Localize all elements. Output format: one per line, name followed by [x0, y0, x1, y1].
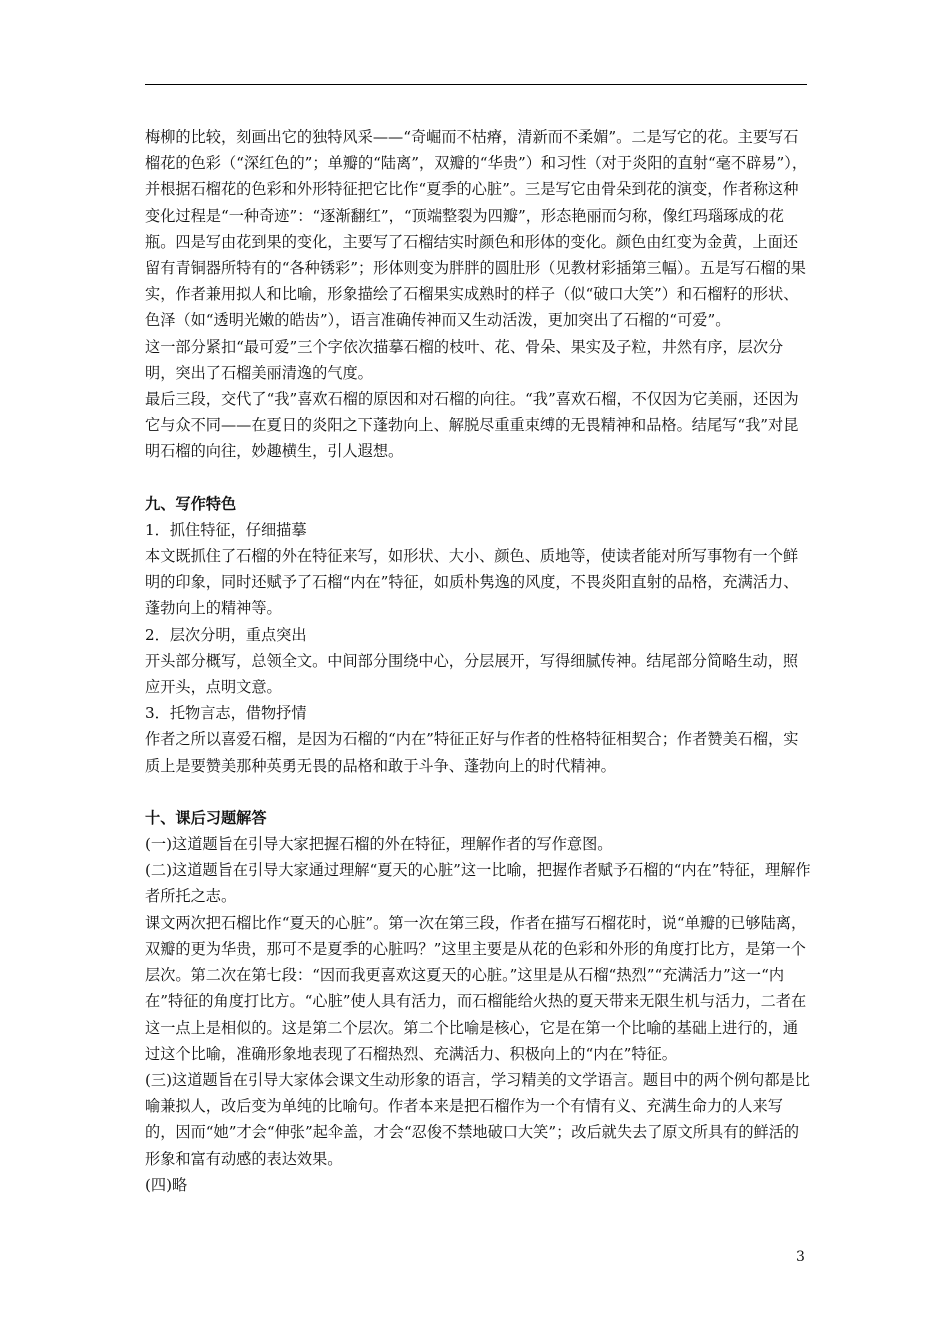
answer-item: (四)略 — [145, 1175, 188, 1194]
answer-item: (一)这道题旨在引导大家把握石榴的外在特征，理解作者的写作意图。 — [145, 835, 613, 854]
subheading: 1．抓住特征，仔细描摹 — [145, 520, 307, 539]
subheading: 3．托物言志，借物抒情 — [145, 704, 307, 723]
body-paragraph: 本文既抓住了石榴的外在特征来写，如形状、大小、颜色、质地等，使读者能对所写事物有一个鲜明的印象，同时还赋予了石榴“内在”特征，如质朴隽逸的风度，不畏炎阳直射的品格，充满活力、蓬勃向上的精神等。 — [145, 547, 799, 618]
body-paragraph: 梅柳的比较，刻画出它的独特风采——“奇崛而不枯瘠，清新而不柔媚”。二是写它的花。主要写石榴花的色彩（“深红色的”；单瓣的“陆离”，双瓣的“华贵”）和习性（对于炎阳的直射“毫不辟易”），并根据石榴花的色彩和外形特征把它比作“夏季的心脏”。三是写它由骨朵到花的演变，作者称这种变化过程是“一种奇迹”：“逐渐翻红”，“顶端整裂为四瓣”，形态艳丽而匀称，像红玛瑙琢成的花瓶。四是写由花到果的变化，主要写了石榴结实时颜色和形体的变化。颜色由红变为金黄，上面还留有青铜器所特有的“各种锈彩”；形体则变为胖胖的圆肚形（见教材彩插第三幅）。五是写石榴的果实，作者兼用拟人和比喻，形象描绘了石榴果实成熟时的样子（似“破口大笑”）和石榴籽的形状、色泽（如“透明光嫩的皓齿”），语言准确传神而又生动活泼，更加突出了石榴的“可爱”。 — [145, 128, 808, 330]
section-heading-writing-features: 九、写作特色 — [145, 494, 237, 513]
subheading: 2．层次分明，重点突出 — [145, 625, 307, 644]
body-paragraph: 这一部分紧扣“最可爱”三个字依次描摹石榴的枝叶、花、骨朵、果实及子粒，井然有序，层次分明，突出了石榴美丽清逸的气度。 — [145, 337, 784, 382]
body-paragraph: 开头部分概写，总领全文。中间部分围绕中心，分层展开，写得细腻传神。结尾部分简略生动，照应开头，点明文意。 — [145, 651, 799, 697]
section-heading-exercise-answers: 十、课后习题解答 — [145, 808, 267, 827]
body-paragraph: 课文两次把石榴比作“夏天的心脏”。第一次在第三段，作者在描写石榴花时，说“单瓣的已够陆离，双瓣的更为华贵，那可不是夏季的心脏吗？”这里主要是从花的色彩和外形的角度打比方，是第一个层次。第二次在第七段：“因而我更喜欢这夏天的心脏。”这里是从石榴“热烈”“充满活力”这一“内在”特征的角度打比方。“心脏”使人具有活力，而石榴能给火热的夏天带来无限生机与活力，二者在这一点上是相似的。这是第二个层次。第二个比喻是核心，它是在第一个比喻的基础上进行的，通过这个比喻，准确形象地表现了石榴热烈、充满活力、积极向上的“内在”特征。 — [145, 913, 807, 1063]
body-paragraph: 作者之所以喜爱石榴，是因为石榴的“内在”特征正好与作者的性格特征相契合；作者赞美石榴，实质上是要赞美那种英勇无畏的品格和敢于斗争、蓬勃向上的时代精神。 — [145, 730, 799, 775]
section-gap — [145, 779, 813, 805]
header-rule — [145, 84, 807, 85]
answer-item: (三)这道题旨在引导大家体会课文生动形象的语言，学习精美的文学语言。题目中的两个例句都是比喻兼拟人，改后变为单纯的比喻句。作者本来是把石榴作为一个有情有义、充满生命力的人来写的，因而“她”才会“伸张”起伞盖，才会“忍俊不禁地破口大笑”；改后就失去了原文所具有的鲜活的形象和富有动感的表达效果。 — [145, 1070, 810, 1168]
body-paragraph: 最后三段，交代了“我”喜欢石榴的原因和对石榴的向往。“我”喜欢石榴，不仅因为它美丽，还因为它与众不同——在夏日的炎阳之下蓬勃向上、解脱尽重重束缚的无畏精神和品格。结尾写“我”对昆明石榴的向往，妙趣横生，引人遐想。 — [145, 390, 799, 461]
answer-item: (二)这道题旨在引导大家通过理解“夏天的心脏”这一比喻，把握作者赋予石榴的“内在”特征，理解作者所托之志。 — [145, 861, 811, 906]
section-gap — [145, 465, 813, 491]
page-number: 3 — [796, 1249, 805, 1265]
page-content — [145, 124, 813, 1198]
